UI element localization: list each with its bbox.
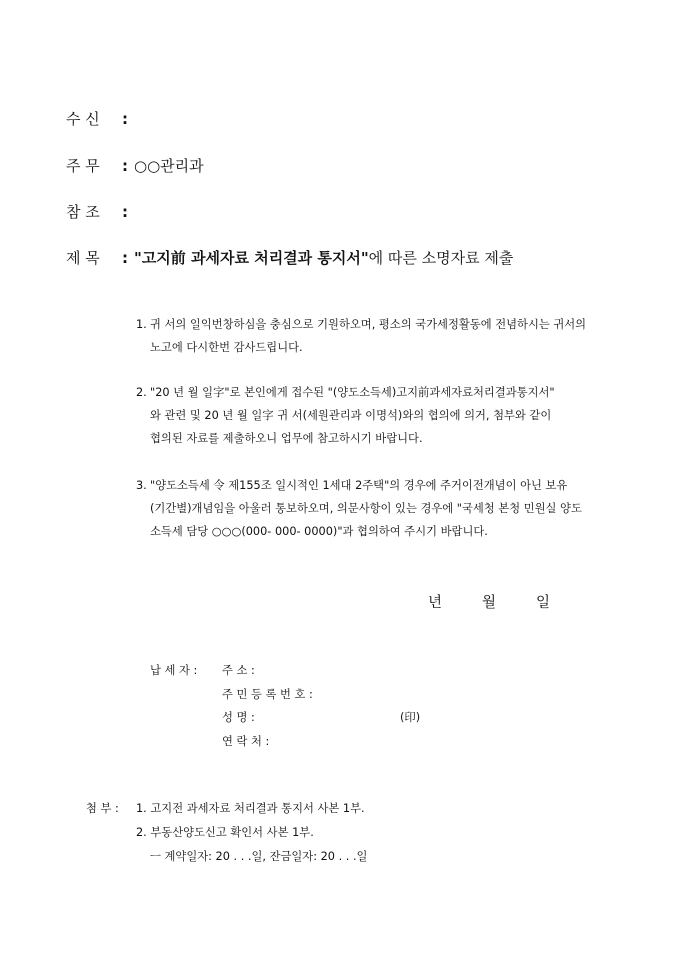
- reference-label: 참 조: [66, 203, 100, 221]
- taxpayer-contact-label: 연 락 처 :: [222, 735, 270, 748]
- paragraph-line: 노고에 다시한번 감사드립니다.: [150, 341, 303, 354]
- date-day: 일: [536, 595, 551, 611]
- date-year: 년: [428, 595, 443, 611]
- paragraph-number: 2.: [136, 386, 147, 399]
- paragraph-number: 1.: [136, 318, 147, 331]
- manager-row: [66, 155, 204, 176]
- subject-label: 제 목: [66, 249, 100, 267]
- paragraph-1: [136, 313, 626, 359]
- attachments-label: 첨 부 :: [86, 802, 119, 815]
- paragraph-line: 협의된 자료를 제출하오니 업무에 참고하시기 바랍니다.: [150, 432, 423, 445]
- paragraph-3: [136, 474, 626, 543]
- attachment-item: 2. 부동산양도신고 확인서 사본 1부.: [136, 826, 314, 839]
- reference-row: [66, 201, 134, 222]
- manager-value: ○○관리과: [134, 157, 204, 175]
- paragraph-line: (기간별)개념임을 아울러 통보하오며, 의문사항이 있는 경우에 "국세청 본청 민원실 양도: [150, 502, 582, 515]
- date-line: [428, 591, 550, 612]
- manager-label: 주 무: [66, 157, 100, 175]
- date-month: 월: [482, 595, 497, 611]
- paragraph-line: 귀 서의 일익번창하심을 충심으로 기원하오며, 평소의 국가세정활동에 전념하시는 귀서의: [150, 318, 587, 331]
- paragraph-number: 3.: [136, 479, 147, 492]
- paragraph-line: "20 년 월 일字"로 본인에게 접수된 "(양도소득세)고지前과세자료처리결과통지서": [150, 386, 555, 399]
- subject-row: [66, 247, 513, 268]
- recipient-colon: :: [122, 110, 128, 128]
- seal-mark: (印): [400, 711, 421, 724]
- attachment-item: 1. 고지전 과세자료 처리결과 통지서 사본 1부.: [136, 802, 365, 815]
- attachment-note: ㅡ 계약일자: 20 . . .일, 잔금일자: 20 . . .일: [150, 850, 368, 863]
- paragraph-line: "양도소득세 令 제155조 일시적인 1세대 2주택"의 경우에 주거이전개념이 아닌 보유: [150, 479, 568, 492]
- paragraph-line: 와 관련 및 20 년 월 일字 귀 서(세원관리과 이명석)와의 협의에 의거, 첨부와 같이: [150, 409, 552, 422]
- taxpayer-name-label: 성 명 :: [222, 711, 255, 724]
- manager-colon: :: [122, 157, 128, 175]
- recipient-label: 수 신: [66, 110, 100, 128]
- taxpayer-label: 납 세 자 :: [150, 664, 198, 677]
- subject-rest: 에 따른 소명자료 제출: [368, 249, 514, 267]
- subject-quoted: "고지前 과세자료 처리결과 통지서": [134, 249, 369, 267]
- paragraph-2: [136, 381, 626, 450]
- taxpayer-id-label: 주 민 등 록 번 호 :: [222, 688, 313, 701]
- reference-colon: :: [122, 203, 128, 221]
- taxpayer-address-label: 주 소 :: [222, 664, 255, 677]
- subject-colon: :: [122, 249, 128, 267]
- paragraph-line: 소득세 담당 ○○○(000- 000- 0000)"과 협의하여 주시기 바랍니다.: [150, 525, 488, 538]
- recipient-row: [66, 108, 134, 129]
